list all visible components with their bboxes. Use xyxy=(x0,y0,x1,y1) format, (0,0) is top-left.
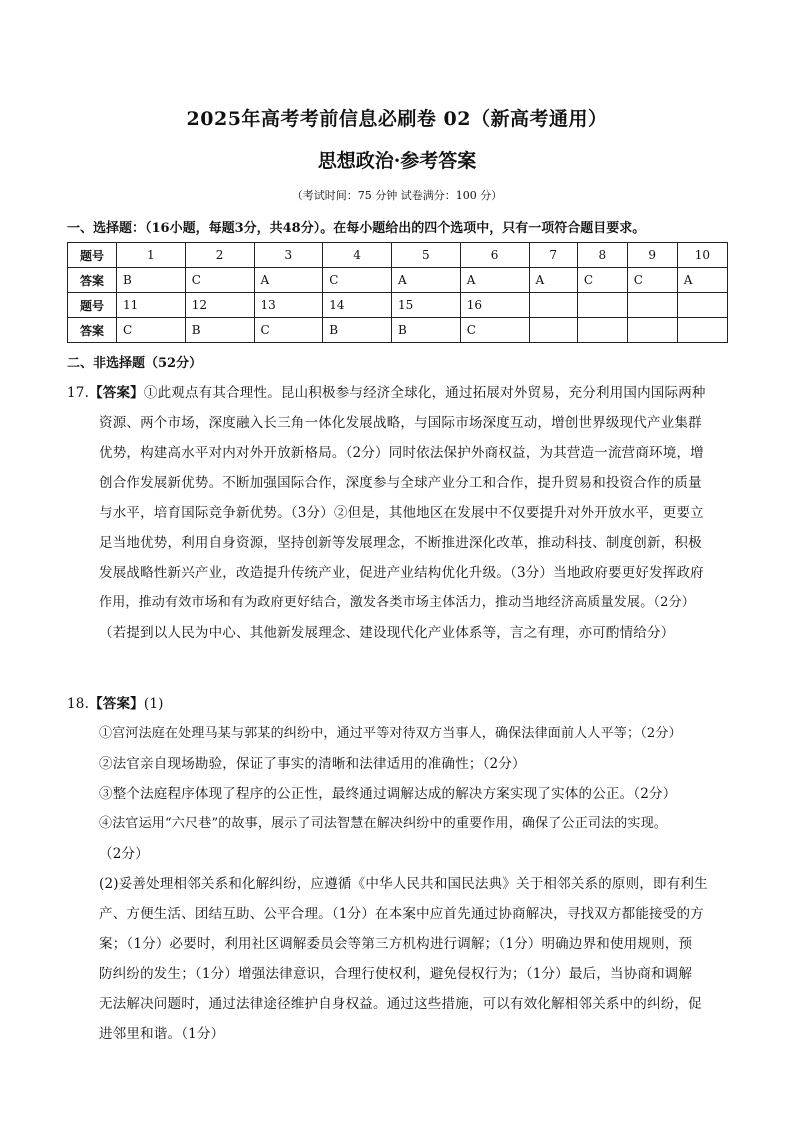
answer-line: ①宫河法庭在处理马某与郭某的纠纷中，通过平等对待双方当事人，确保法律面前人人平等；（2分） xyxy=(99,726,682,741)
answer-tag: 【答案】 xyxy=(89,385,144,401)
answer-line: 案；（1分）必要时，利用社区调解委员会等第三方机构进行调解；（1分）明确边界和使用规则，预 xyxy=(99,936,693,952)
table-row xyxy=(68,243,728,268)
part-label: (1) xyxy=(143,696,164,712)
question-17-answer xyxy=(67,378,739,648)
question-number: 6 xyxy=(460,243,529,268)
answer-key-table xyxy=(67,242,728,343)
question-number: 3 xyxy=(254,243,323,268)
answer-cell: B xyxy=(323,318,392,343)
answer-line: 进邻里和谐。（1分） xyxy=(99,1026,225,1042)
question-number: 13 xyxy=(254,293,323,318)
question-number xyxy=(677,293,727,318)
question-number: 11 xyxy=(117,293,186,318)
answer-line: 无法解决问题时，通过法律途径维护自身权益。通过这些措施，可以有效化解相邻关系中的纠纷，促 xyxy=(99,996,702,1012)
answer-cell: A xyxy=(677,268,727,293)
answer-line: 与水平，培育国际竞争新优势。（3分）②但是，其他地区在发展中不仅要提升对外开放水平，更要立 xyxy=(99,505,704,521)
answer-tag: 【答案】 xyxy=(89,696,144,712)
question-18-answer xyxy=(67,689,739,1049)
question-number xyxy=(577,293,627,318)
answer-line: （若提到以人民为中心、其他新发展理念、建设现代化产业体系等，言之有理，亦可酌情给分） xyxy=(99,625,675,641)
question-number: 5 xyxy=(392,243,461,268)
answer-cell xyxy=(529,318,577,343)
answer-cell: A xyxy=(529,268,577,293)
answer-line: 优势，构建高水平对内对外开放新格局。（2分）同时依法保护外商权益，为其营造一流营商环境，增 xyxy=(99,445,704,461)
answer-cell: A xyxy=(254,268,323,293)
question-number: 8 xyxy=(577,243,627,268)
row-label: 题号 xyxy=(68,293,117,318)
page-subtitle: 思想政治·参考答案 xyxy=(317,150,477,172)
section-2-heading: 二、非选择题（52分） xyxy=(67,356,203,371)
answer-cell: B xyxy=(392,318,461,343)
answer-line: 防纠纷的发生；（1分）增强法律意识，合理行使权利，避免侵权行为；（1分）最后，当协商和调解 xyxy=(99,966,693,982)
answer-cell: C xyxy=(627,268,677,293)
question-number: 2 xyxy=(185,243,254,268)
row-label: 题号 xyxy=(68,243,117,268)
answer-line: 发展战略性新兴产业，改造提升传统产业，促进产业结构优化升级。（3分）当地政府要更好发挥政府 xyxy=(99,565,704,581)
q17-first-line xyxy=(67,378,739,408)
answer-line: ①此观点有其合理性。昆山积极参与经济全球化，通过拓展对外贸易，充分利用国内国际两种 xyxy=(143,385,706,401)
page-title: 2025年高考考前信息必刷卷 02（新高考通用） xyxy=(186,108,608,130)
answer-cell: A xyxy=(392,268,461,293)
section-1-heading: 一、选择题：（16小题，每题3分，共48分）。在每小题给出的四个选项中，只有一项符合题目要求。 xyxy=(67,221,646,236)
question-number: 16 xyxy=(460,293,529,318)
question-number: 1 xyxy=(117,243,186,268)
answer-line: ②法官亲自现场勘验，保证了事实的清晰和法律适用的准确性；（2分） xyxy=(99,756,526,772)
answer-cell: B xyxy=(185,318,254,343)
question-number: 18. xyxy=(67,696,90,712)
answer-cell xyxy=(677,318,727,343)
answer-line: 产、方便生活、团结互助、公平合理。（1分）在本案中应首先通过协商解决，寻找双方都能接受的方 xyxy=(99,906,704,922)
question-number xyxy=(529,293,577,318)
question-number xyxy=(627,293,677,318)
answer-line: 足当地优势，利用自身资源，坚持创新等发展理念，不断推进深化改革，推动科技、制度创新，积极 xyxy=(99,535,702,551)
answer-cell: C xyxy=(117,318,186,343)
question-number: 15 xyxy=(392,293,461,318)
answer-cell: C xyxy=(460,318,529,343)
table-row xyxy=(68,293,728,318)
q18-first-line xyxy=(67,689,739,719)
question-number: 9 xyxy=(627,243,677,268)
answer-cell xyxy=(627,318,677,343)
answer-cell xyxy=(577,318,627,343)
answer-line: 资源、两个市场，深度融入长三角一体化发展战略，与国际市场深度互动，增创世界级现代产业集群 xyxy=(99,415,702,431)
answer-cell: C xyxy=(254,318,323,343)
question-number: 17. xyxy=(67,385,90,401)
answer-cell: A xyxy=(460,268,529,293)
question-number: 12 xyxy=(185,293,254,318)
answer-line: 创合作发展新优势。不断加强国际合作，深度参与全球产业分工和合作，提升贸易和投资合作的质量 xyxy=(99,475,702,491)
question-number: 4 xyxy=(323,243,392,268)
question-number: 14 xyxy=(323,293,392,318)
question-number: 7 xyxy=(529,243,577,268)
answer-line: ④法官运用“六尺巷”的故事，展示了司法智慧在解决纠纷中的重要作用，确保了公正司法的实现。 xyxy=(99,816,668,831)
answer-cell: B xyxy=(117,268,186,293)
answer-cell: C xyxy=(577,268,627,293)
answer-line: ③整个法庭程序体现了程序的公正性，最终通过调解达成的解决方案实现了实体的公正。（2分） xyxy=(99,786,677,802)
row-label: 答案 xyxy=(68,318,117,343)
answer-line: (2)妥善处理相邻关系和化解纠纷，应遵循《中华人民共和国民法典》关于相邻关系的原则，即有利生 xyxy=(99,876,708,892)
row-label: 答案 xyxy=(68,268,117,293)
answer-line: （2分） xyxy=(99,846,149,862)
answer-line: 作用，推动有效市场和有为政府更好结合，激发各类市场主体活力，推动当地经济高质量发展。（2分） xyxy=(99,595,695,610)
answer-cell: C xyxy=(323,268,392,293)
table-row xyxy=(68,318,728,343)
table-row xyxy=(68,268,728,293)
answer-cell: C xyxy=(185,268,254,293)
exam-meta: （考试时间：75 分钟 试卷满分：100 分） xyxy=(291,189,503,202)
question-number: 10 xyxy=(677,243,727,268)
